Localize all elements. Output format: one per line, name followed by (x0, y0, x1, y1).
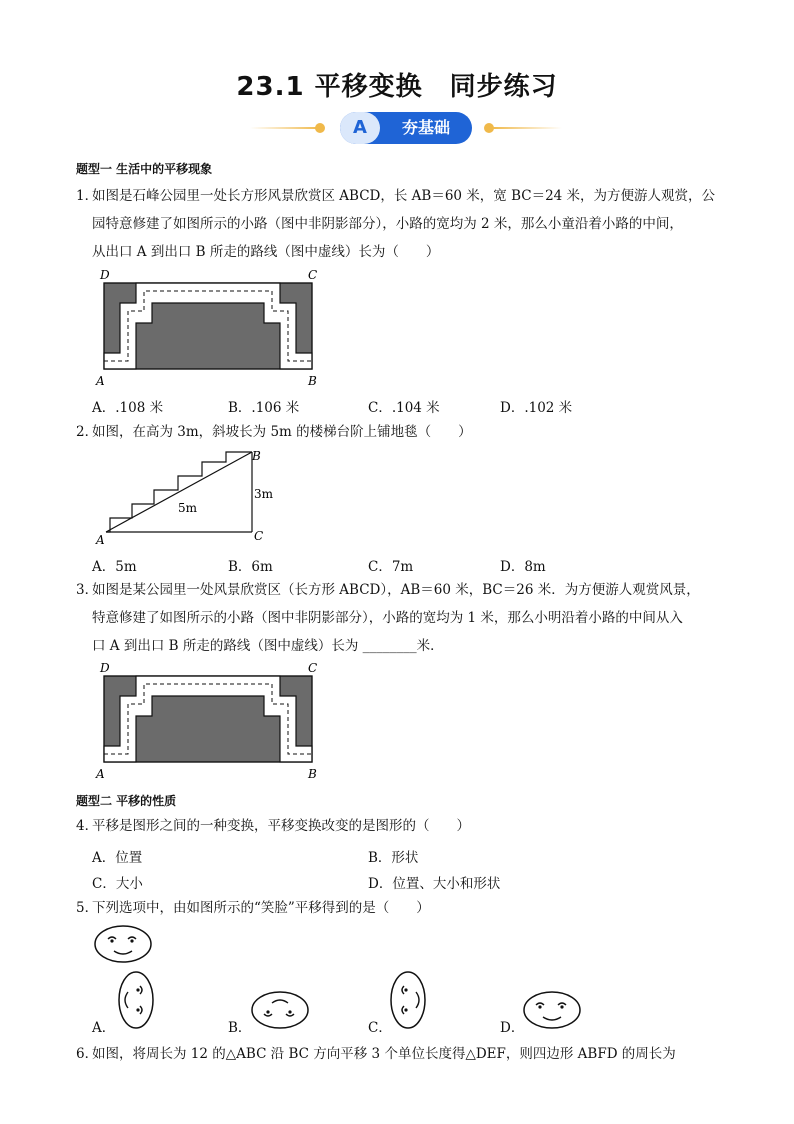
q1-option-d[interactable]: D．.102 米 (500, 400, 573, 416)
height-label: 3m (254, 487, 274, 501)
question-number: 3． (76, 582, 99, 598)
q4-option-b[interactable]: B．形状 (368, 850, 419, 866)
question-line: 如图，在高为 3m，斜坡长为 5m 的楼梯台阶上铺地毯（ ） (92, 424, 472, 440)
q4-option-c[interactable]: C．大小 (92, 876, 143, 892)
q4-option-a[interactable]: A．位置 (92, 850, 143, 866)
question-1 (76, 182, 732, 266)
question-line: 口 A 到出口 B 所走的路线（图中虚线）长为 ________米． (92, 638, 444, 654)
q2-option-a[interactable]: A．5m (92, 559, 137, 575)
page-title: 23.1 平移变换 同步练习 (236, 72, 558, 102)
banner-line-left (250, 127, 320, 129)
park-path-figure-1 (92, 265, 324, 391)
question-number: 5． (76, 900, 99, 916)
question-line: 下列选项中，由如图所示的“笑脸”平移得到的是（ ） (92, 900, 430, 916)
option-d-smiley-icon (522, 990, 584, 1030)
vertex-label-b: B (252, 449, 261, 463)
q2-option-c[interactable]: C．7m (368, 559, 414, 575)
q1-option-b[interactable]: B．.106 米 (228, 400, 300, 416)
vertex-label-d: D (100, 268, 110, 282)
vertex-label-a: A (96, 767, 105, 781)
question-line: 如图，将周长为 12 的△ABC 沿 BC 方向平移 3 个单位长度得△DEF，则四边形 ABFD 的周长为 (92, 1046, 676, 1062)
q2-option-d[interactable]: D．8m (500, 559, 546, 575)
question-6 (76, 1040, 732, 1068)
question-4 (76, 812, 732, 840)
question-line: 如图是石峰公园里一处长方形风景欣赏区 ABCD，长 AB＝60 米，宽 BC＝24 米，为方便游人观赏，公 (92, 188, 716, 204)
question-line: 如图是某公园里一处风景欣赏区（长方形 ABCD），AB＝60 米，BC＝26 米．为方便游人观赏风景， (92, 582, 700, 598)
banner-dot-left (315, 123, 325, 133)
q5-option-a[interactable]: A． (92, 1020, 116, 1036)
question-number: 4． (76, 818, 99, 834)
q1-option-c[interactable]: C．.104 米 (368, 400, 440, 416)
q5-option-d[interactable]: D． (500, 1020, 525, 1036)
vertex-label-c: C (308, 268, 318, 282)
q5-option-c[interactable]: C． (368, 1020, 392, 1036)
option-b-smiley-icon (250, 990, 312, 1030)
staircase-figure (92, 446, 282, 550)
q5-option-b[interactable]: B． (228, 1020, 252, 1036)
vertex-label-a: A (96, 374, 105, 388)
vertex-label-a: A (96, 533, 105, 547)
banner-line-right (492, 127, 562, 129)
vertex-label-c: C (254, 529, 264, 543)
question-5 (76, 894, 732, 922)
question-line: 园特意修建了如图所示的小路（图中非阴影部分），小路的宽均为 2 米，那么小童沿着小路的中间， (92, 216, 683, 232)
q1-option-a[interactable]: A．.108 米 (92, 400, 164, 416)
question-number: 6． (76, 1046, 99, 1062)
q4-option-d[interactable]: D．位置、大小和形状 (368, 876, 501, 892)
question-2 (76, 418, 732, 446)
level-banner (0, 110, 794, 146)
section-heading-2: 题型二 平移的性质 (76, 794, 177, 808)
slope-line (106, 452, 252, 532)
vertex-label-b: B (308, 374, 317, 388)
q2-option-b[interactable]: B．6m (228, 559, 273, 575)
vertex-label-b: B (308, 767, 317, 781)
vertex-label-c: C (308, 661, 318, 675)
slope-label: 5m (178, 501, 198, 515)
level-letter: A (340, 112, 380, 144)
park-path-figure-3 (92, 658, 324, 784)
question-number: 2． (76, 424, 99, 440)
option-c-smiley-icon (388, 970, 428, 1030)
option-a-smiley-icon (116, 970, 156, 1030)
section-heading-1: 题型一 生活中的平移现象 (76, 162, 213, 176)
question-number: 1． (76, 188, 99, 204)
smiley-face-icon (94, 924, 154, 966)
question-line: 特意修建了如图所示的小路（图中非阴影部分），小路的宽均为 1 米，那么小明沿着小路的中间从入 (92, 610, 683, 626)
question-line: 从出口 A 到出口 B 所走的路线（图中虚线）长为（ ） (92, 244, 440, 260)
question-line: 平移是图形之间的一种变换，平移变换改变的是图形的（ ） (92, 818, 470, 834)
level-text: 夯基础 (401, 118, 450, 137)
level-badge (340, 112, 472, 144)
question-3 (76, 576, 732, 660)
vertex-label-d: D (100, 661, 110, 675)
